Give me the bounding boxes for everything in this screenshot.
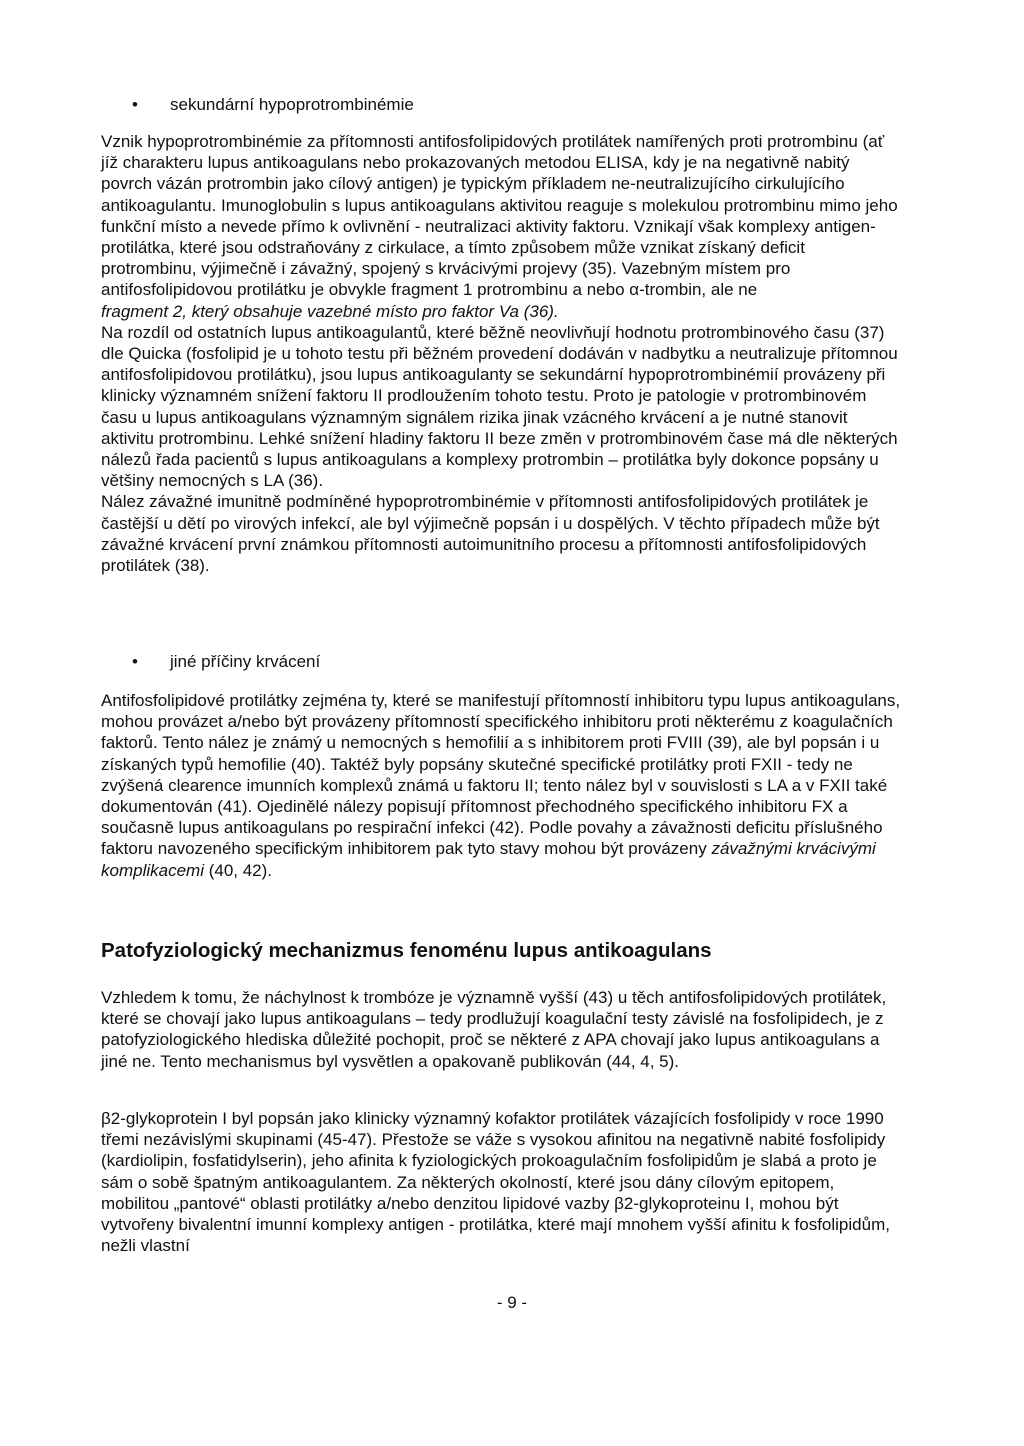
paragraph-text: β2-glykoprotein I byl popsán jako klinicky významný kofaktor protilátek vázajících fosfolipidy v roce 1990 třemi nezávislými skupinami (45-47). Přestože se váže s vysokou afinitou na negativně nabité fosfolipidy (kardiolipin, fosfatidylserin), jeho afinita k fyziologických prokoagulačním fosfolipidům je slabá a proto je sám o sobě špatným antikoagulantem. Za některých okolností, které jsou dány cílovým epitopem, mobilitou „pantové“ oblasti protilátky a/nebo denzitou lipidové vazby β2-glykoproteinu I, mohou být vytvořeny bivalentní imunní komplexy antigen - protilátka, které mají mnohem vyšší afinitu k fosfolipidům, nežli vlastní: [101, 1109, 890, 1256]
paragraph-text: Na rozdíl od ostatních lupus antikoagulantů, které běžně neovlivňují hodnotu protrombinového času (37) dle Quicka (fosfolipid je u tohoto testu při běžném provedení dodáván v nadbytku a neutralizuje přítomnou antifosfolipidovou protilátku), jsou lupus antikoagulanty se sekundární hypoprotrombinémií provázeny při klinicky významném snížení faktoru II prodloužením tohoto testu. Proto je patologie v protrombinovém času u lupus antikoagulans významným signálem rizika jinak vzácného krvácení a je nutné stanovit aktivitu protrombinu. Lehké snížení hladiny faktoru II beze změn v protrombinovém čase má dle některých nálezů řada pacientů s lupus antikoagulans a komplexy protrombin – protilátka byly dokonce popsány u většiny nemocných s LA (36).: [101, 322, 898, 491]
paragraph-italic-text: závažnými krvácivými komplikacemi: [101, 839, 876, 880]
bullet-label: sekundární hypoprotrombinémie: [170, 95, 414, 114]
bullet-label: jiné příčiny krvácení: [170, 652, 321, 671]
paragraph-text: Antifosfolipidové protilátky zejména ty, které se manifestují přítomností inhibitoru typu lupus antikoagulans, mohou provázet a/nebo být provázeny přítomností specifického inhibitoru proti některému z koagulačních faktorů. Tento nález je známý u nemocných s hemofilií a s inhibitorem proti FVIII (39), ale byl popsán i u získaných typů hemofilie (40). Taktéž byly popsány skutečné specifické protilátky proti FXII - tedy ne zvýšená clearence imunních komplexů známá u faktoru II; tento nález byl v souvislosti s LA a v FXII také dokumentován (41). Ojedinělé nálezy popisují přítomnost přechodného specifického inhibitoru FX a současně lupus antikoagulans po respirační infekci (42). Podle povahy a závažnosti deficitu příslušného faktoru navozeného specifickým inhibitorem pak tyto stavy mohou být provázeny: [101, 691, 901, 859]
paragraph-text: Vznik hypoprotrombinémie za přítomnosti antifosfolipidových protilátek namířených proti protrombinu (ať jíž charakteru lupus antikoagulans nebo prokazovaných metodou ELISA, kdy je na negativně nabitý povrch vázán protrombin jako cílový antigen) je typickým příkladem ne-neutralizujícího cirkulujícího antikoagulantu. Imunoglobulin s lupus antikoagulans aktivitou reaguje s molekulou protrombinu mimo jeho funkční místo a nevede přímo k ovlivnění - neutralizaci aktivity faktoru. Vznikají však komplexy antigen-protilátka, které jsou odstraňovány z cirkulace, a tímto způsobem může vznikat získaný deficit protrombinu, výjimečně i závažný, spojený s krvácivými projevy (35). Vazebným místem pro antifosfolipidovou protilátku je obvykle fragment 1 protrombinu a nebo α-trombin, ale ne: [101, 132, 898, 300]
paragraph-beta2-glycoprotein: [101, 1108, 901, 1256]
paragraph-text: Nález závažné imunitně podmíněné hypoprotrombinémie v přítomnosti antifosfolipidových protilátek je častější u dětí po virových infekcí, ale byl výjimečně popsán i u dospělých. V těchto případech může být závažné krvácení první známkou přítomnosti autoimunitního procesu a přítomnosti antifosfolipidových protilátek (38).: [101, 492, 880, 576]
paragraph-other-causes: [101, 690, 901, 881]
section-heading: Patofyziologický mechanizmus fenoménu lupus antikoagulans: [101, 939, 712, 962]
bullet-icon: •: [132, 95, 138, 114]
paragraph-hypoprothrombinemia: [101, 131, 901, 576]
bullet-icon: •: [132, 652, 138, 671]
bullet-item-secondary-hypoprothrombinemia: [132, 92, 414, 118]
paragraph-text: Vzhledem k tomu, že náchylnost k trombóze je významně vyšší (43) u těch antifosfolipidových protilátek, které se chovají jako lupus antikoagulans – tedy prodlužují koagulační testy závislé na fosfolipidech, je z patofyziologického hlediska důležité pochopit, proč se některé z APA chovají jako lupus antikoagulans a jiné ne. Tento mechanismus byl vysvětlen a opakovaně publikován (44, 4, 5).: [101, 988, 887, 1071]
paragraph-mechanism-intro: [101, 987, 901, 1072]
paragraph-text-tail: (40, 42).: [203, 860, 273, 880]
page-number: - 9 -: [496, 1293, 528, 1312]
paragraph-italic-text: fragment 2, který obsahuje vazebné místo pro faktor Va (36).: [101, 301, 559, 321]
bullet-item-other-bleeding-causes: [132, 649, 320, 675]
